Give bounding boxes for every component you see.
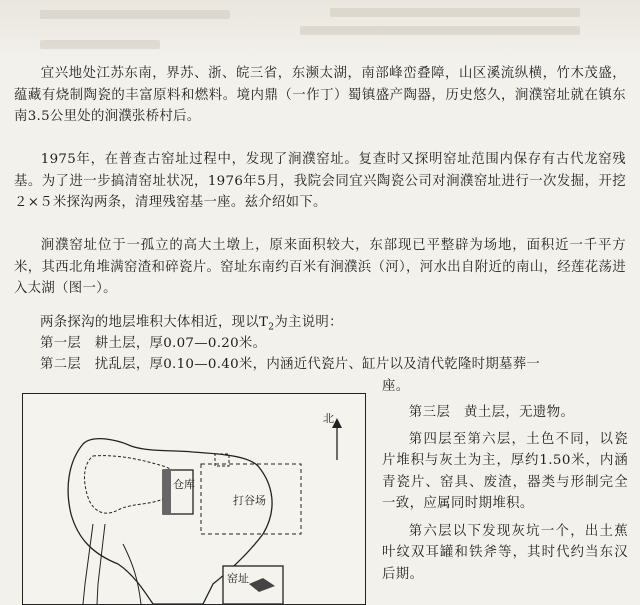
stratigraphy-intro-suffix: 为主说明： [274, 315, 343, 330]
threshing-label: 打谷场 [233, 494, 266, 507]
north-label: 北 [323, 412, 334, 425]
warehouse-shade [163, 470, 171, 514]
layer-2-text: 第二层 扰乱层，厚0.10—0.40米，内涵近代瓷片、缸片以及清代乾隆时期墓葬一 [40, 357, 541, 372]
site-map-drawing [23, 394, 365, 604]
layer-2-continuation: 座。 [382, 379, 410, 394]
paragraph-discovery: 1975年，在普查古窑址过程中，发现了涧濮窑址。复查时又探明窑址范围内保存有古代龙窑残基。为了进一步搞清窑址状况，1976年5月，我院会同宜兴陶瓷公司对涧濮窑址进行一次发掘，开挖２×５米探沟两条，清理残窑基一座。兹介绍如下。 [14, 152, 626, 211]
bleed-line [300, 26, 580, 35]
bleed-line [40, 10, 230, 19]
layer-3-text: 第三层 黄土层，无遗物。 [408, 405, 575, 420]
paragraph-location: 涧濮窑址位于一孤立的高大土墩上，原来面积较大，东部现已平整辟为场地，面积近一千平方米，其西北角堆满窑渣和碎瓷片。窑址东南约百米有涧濮浜（河），河水出自附近的南山，经莲花荡进入太湖（图一）。 [14, 238, 626, 297]
paragraph-intro: 宜兴地处江苏东南，界苏、浙、皖三省，东濒太湖，南部峰峦叠障，山区溪流纵横，竹木茂盛，蕴藏有烧制陶瓷的丰富原料和燃料。境内鼎（一作丁）蜀镇盛产陶器，历史悠久，涧濮窑址就在镇东南3.5公里处的涧濮张桥村后。 [14, 66, 626, 125]
warehouse-label: 仓库 [173, 478, 195, 491]
site-map-figure [22, 393, 366, 605]
trench-subscript: 2 [268, 322, 275, 333]
layer-4-6-text: 第四层至第六层，土色不同，以瓷片堆积与灰土为主，厚约1.50米，内涵青瓷片、窑具、废渣，器类与形制完全一致，应属同时期堆积。 [382, 431, 628, 511]
bleed-line [40, 40, 160, 49]
bleed-line [330, 8, 580, 17]
below-layer-6-text: 第六层以下发现灰坑一个，出土蕉叶纹双耳罐和铁斧等，其时代约当东汉后期。 [382, 523, 628, 582]
layer-1-text: 第一层 耕土层，厚0.07—0.20米。 [40, 336, 267, 351]
kiln-label: 窑址 [227, 572, 249, 585]
stratigraphy-intro-prefix: 两条探沟的地层堆积大体相近，现以T [40, 315, 269, 330]
right-column [382, 402, 628, 585]
